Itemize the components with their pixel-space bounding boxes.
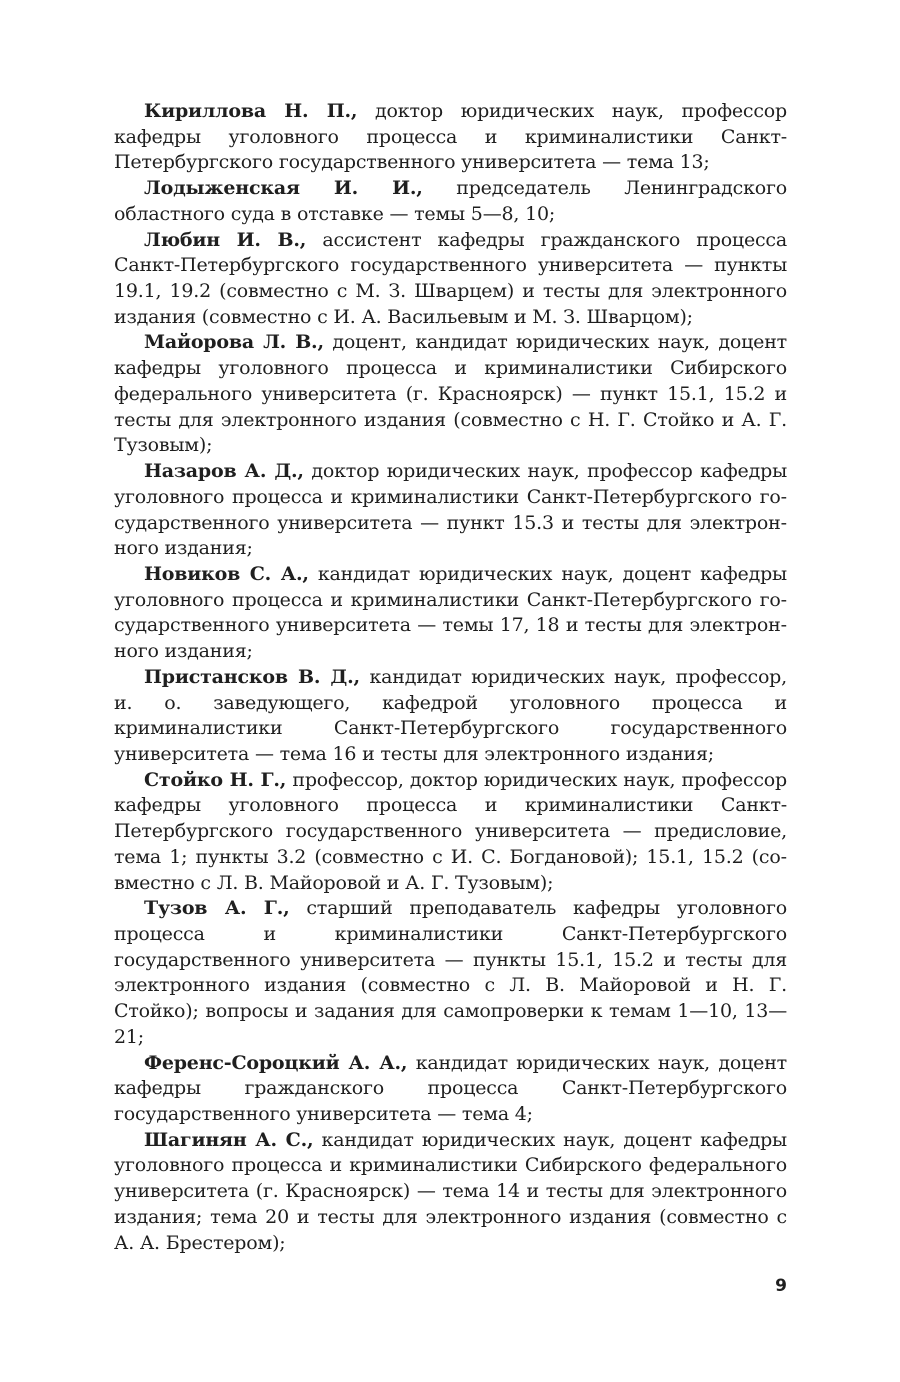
contributor-name: Кириллова Н. П., (144, 100, 358, 122)
contributors-list (114, 99, 787, 1256)
contributor-description: кандидат юридических наук, доцент кафедры гражданского процесса Санкт-Петербургского государственного университета — тема 4; (114, 1051, 787, 1126)
contributor-name: Шагинян А. С., (144, 1128, 314, 1151)
contributor-description: доктор юридических наук, профессор кафедры уголовного процесса и криминалистики Санкт-Петербургского государственного университета — тема 13; (114, 100, 787, 174)
contributor-name: Стойко Н. Г., (144, 768, 287, 791)
contributor-entry (114, 562, 787, 665)
contributor-name: Новиков С. А., (144, 562, 309, 585)
contributor-name: Майорова Л. В., (144, 331, 324, 354)
contributor-description: доцент, кандидат юридических наук, доцент кафедры уголовного процесса и криминалистики Сибирского федерального университета (г. Красноярск) — пункт 15.1, 15.2 и тесты для электронного издания (совместно с Н. Г. Стойко и А. Г. Тузовым); (114, 331, 787, 457)
contributor-name: Любин И. В., (144, 228, 307, 251)
contributor-name: Лодыженская И. И., (144, 177, 423, 200)
contributor-description: старший преподаватель кафедры уголовного процесса и криминалистики Санкт-Петербургского государственного университета — пункты 15.1, 15.2 и тесты для электронного издания (совместно с Л. В. Майоровой и Н. Г. Стойко); вопросы и задания для самопроверки к темам 1—10, 13—21; (114, 897, 787, 1048)
contributor-name: Тузов А. Г., (144, 897, 290, 920)
contributor-description: кандидат юридических наук, доцент кафедры уголовного процесса и криминалистики Сибирского федерального университета (г. Красноярск) — тема 14 и тесты для электронного издания; тема 20 и тесты для электронного издания (совместно с А. А. Брестером); (114, 1128, 787, 1254)
contributor-entry (114, 1128, 787, 1257)
contributor-entry (114, 665, 787, 768)
contributor-entry (114, 459, 787, 562)
contributor-description: кандидат юридических наук, профессор, и. о. заведующего, кафедрой уголовного процесса и криминалистики Санкт-Петербургского государственного университета — тема 16 и тесты для электронного издания; (114, 665, 787, 765)
contributor-description: кандидат юридических наук, доцент кафедры уголовного процесса и криминалистики Санкт-Петербургского государственного университета — темы 17, 18 и тесты для электронного издания; (114, 562, 787, 663)
contributor-description: профессор, доктор юридических наук, профессор кафедры уголовного процесса и криминалистики Санкт-Петербургского государственного университета — предисловие, тема 1; пункты 3.2 (совместно с И. С. Богдановой); 15.1, 15.2 (совместно с Л. В. Майоровой и А. Г. Тузовым); (114, 768, 787, 894)
contributor-name: Ференс-Сороцкий А. А., (144, 1051, 408, 1074)
contributor-entry (114, 768, 787, 897)
contributor-entry (114, 228, 787, 331)
contributor-entry (114, 896, 787, 1050)
contributor-description: доктор юридических наук, профессор кафедры уголовного процесса и криминалистики Санкт-Петербургского государственного университета — пункт 15.3 и тесты для электронного издания; (114, 460, 787, 560)
contributor-entry (114, 176, 787, 227)
contributor-entry (114, 1051, 787, 1128)
page-number: 9 (775, 1276, 787, 1296)
contributor-name: Пристансков В. Д., (144, 665, 360, 688)
contributor-description: ассистент кафедры гражданского процесса Санкт-Петербургского государственного университета — пункты 19.1, 19.2 (совместно с М. З. Шварцем) и тесты для электронного издания (совместно с И. А. Васильевым и М. З. Шварцом); (114, 228, 788, 328)
contributor-entry (114, 330, 787, 459)
contributor-entry (114, 99, 787, 176)
contributor-name: Назаров А. Д., (144, 460, 304, 483)
contributor-description: председатель Ленинградского областного суда в отставке — темы 5—8, 10; (114, 177, 787, 225)
